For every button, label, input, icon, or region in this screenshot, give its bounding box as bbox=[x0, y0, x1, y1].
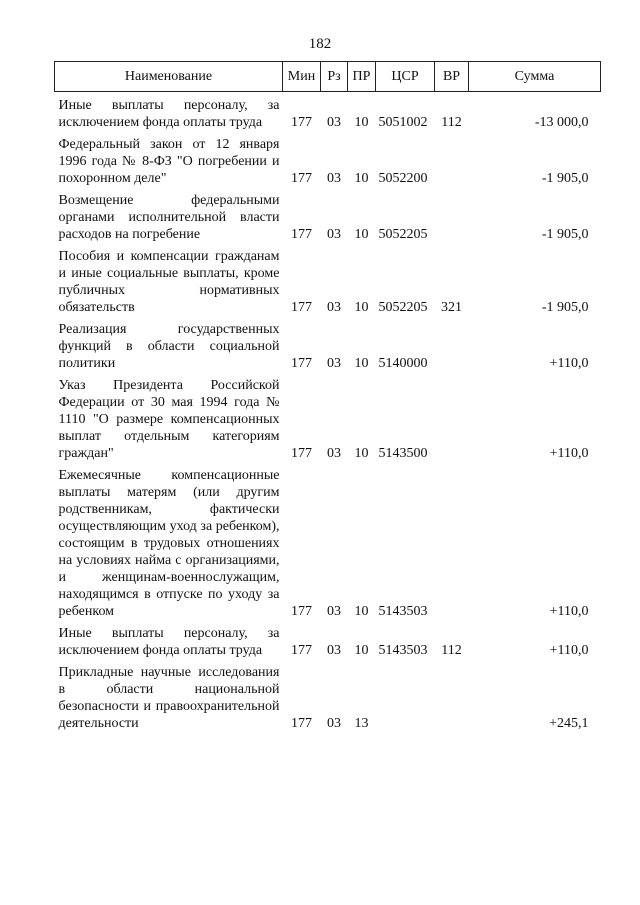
row-name: Ежемесячные компенсационные выплаты матерям (или другим родственникам, фактически осуществляющим уход за ребенком), состоящим в трудовых отношениях на условиях найма с организациями, и женщинам-военнослужащим, находящимся в отпуске по уходу за ребенком bbox=[58, 468, 280, 619]
row-rz: 03 bbox=[327, 604, 341, 619]
header-rz: Рз bbox=[321, 62, 348, 92]
budget-table bbox=[54, 61, 601, 737]
row-name: Пособия и компенсации гражданам и иные социальные выплаты, кроме публичных нормативных обязательств bbox=[58, 249, 280, 315]
row-name: Реализация государственных функций в области социальной политики bbox=[58, 322, 280, 371]
row-rz: 03 bbox=[327, 300, 341, 315]
header-sum: Сумма bbox=[469, 62, 601, 92]
row-vr bbox=[435, 192, 469, 248]
table-row bbox=[55, 92, 601, 137]
row-vr bbox=[435, 467, 469, 625]
row-sum: -1 905,0 bbox=[541, 300, 589, 315]
row-sum: -1 905,0 bbox=[541, 227, 589, 242]
row-rz: 03 bbox=[327, 171, 341, 186]
row-rz: 03 bbox=[327, 446, 341, 461]
row-vr: 321 bbox=[441, 300, 462, 315]
row-min: 177 bbox=[291, 643, 312, 658]
row-sum: +110,0 bbox=[549, 604, 589, 619]
row-min: 177 bbox=[291, 300, 312, 315]
row-csr: 5140000 bbox=[378, 356, 428, 371]
row-vr: 112 bbox=[441, 643, 462, 658]
row-csr bbox=[376, 664, 435, 737]
row-min: 177 bbox=[291, 115, 312, 130]
row-pr: 10 bbox=[354, 115, 369, 130]
header-row bbox=[55, 62, 601, 92]
row-name: Иные выплаты персоналу, за исключением фонда оплаты труда bbox=[58, 626, 280, 658]
row-min: 177 bbox=[291, 171, 312, 186]
row-vr bbox=[435, 136, 469, 192]
page-number: 182 bbox=[308, 36, 332, 52]
row-pr: 10 bbox=[354, 300, 369, 315]
header-pr: ПР bbox=[348, 62, 376, 92]
row-sum: +110,0 bbox=[549, 446, 589, 461]
table-row bbox=[55, 321, 601, 377]
row-sum: -13 000,0 bbox=[534, 115, 589, 130]
table-row bbox=[55, 664, 601, 737]
row-vr bbox=[435, 377, 469, 467]
row-pr: 10 bbox=[354, 643, 369, 658]
row-min: 177 bbox=[291, 446, 312, 461]
row-pr: 10 bbox=[354, 446, 369, 461]
row-min: 177 bbox=[291, 227, 312, 242]
row-sum: +110,0 bbox=[549, 356, 589, 371]
row-vr: 112 bbox=[441, 115, 462, 130]
table-row bbox=[55, 625, 601, 664]
row-sum: +245,1 bbox=[549, 716, 589, 731]
row-pr: 10 bbox=[354, 356, 369, 371]
row-rz: 03 bbox=[327, 716, 341, 731]
row-name: Возмещение федеральными органами исполнительной власти расходов на погребение bbox=[58, 193, 280, 242]
row-sum: +110,0 bbox=[549, 643, 589, 658]
row-csr: 5143503 bbox=[378, 604, 428, 619]
table-row bbox=[55, 248, 601, 321]
row-csr: 5052200 bbox=[378, 171, 428, 186]
row-csr: 5051002 bbox=[378, 115, 428, 130]
row-name: Указ Президента Российской Федерации от 30 мая 1994 года № 1110 "О размере компенсационных выплат отдельным категориям граждан" bbox=[58, 378, 280, 461]
row-min: 177 bbox=[291, 356, 312, 371]
row-rz: 03 bbox=[327, 643, 341, 658]
row-pr: 10 bbox=[354, 604, 369, 619]
row-rz: 03 bbox=[327, 227, 341, 242]
row-pr: 10 bbox=[354, 227, 369, 242]
header-vr: ВР bbox=[435, 62, 469, 92]
row-vr bbox=[435, 321, 469, 377]
table-row bbox=[55, 377, 601, 467]
row-min: 177 bbox=[291, 716, 312, 731]
header-min: Мин bbox=[283, 62, 321, 92]
row-name: Иные выплаты персоналу, за исключением фонда оплаты труда bbox=[58, 98, 280, 130]
table-row bbox=[55, 467, 601, 625]
row-vr bbox=[435, 664, 469, 737]
table-row bbox=[55, 192, 601, 248]
row-csr: 5143500 bbox=[378, 446, 428, 461]
row-rz: 03 bbox=[327, 115, 341, 130]
row-csr: 5052205 bbox=[378, 300, 428, 315]
header-name: Наименование bbox=[55, 62, 283, 92]
row-sum: -1 905,0 bbox=[541, 171, 589, 186]
row-csr: 5052205 bbox=[378, 227, 428, 242]
table-row bbox=[55, 136, 601, 192]
row-name: Прикладные научные исследования в области национальной безопасности и правоохранительной деятельности bbox=[58, 665, 280, 731]
row-min: 177 bbox=[291, 604, 312, 619]
row-pr: 13 bbox=[354, 716, 369, 731]
row-pr: 10 bbox=[354, 171, 369, 186]
row-csr: 5143503 bbox=[378, 643, 428, 658]
row-rz: 03 bbox=[327, 356, 341, 371]
header-csr: ЦСР bbox=[376, 62, 435, 92]
row-name: Федеральный закон от 12 января 1996 года № 8-ФЗ "О погребении и похоронном деле" bbox=[58, 137, 280, 186]
